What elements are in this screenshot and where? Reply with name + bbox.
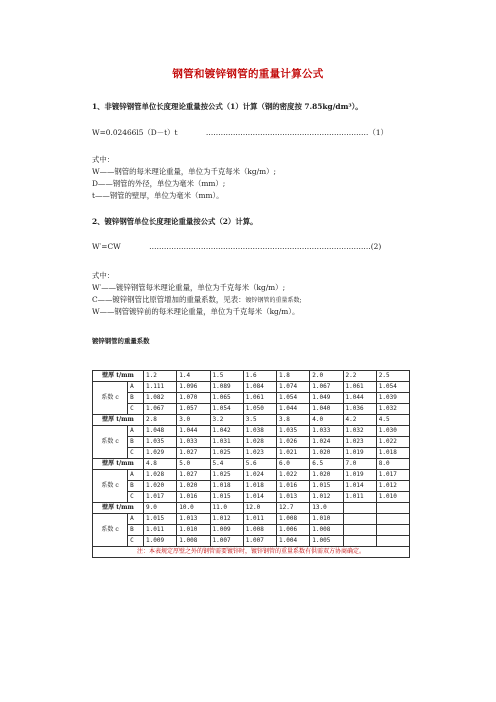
- coefficient-cell: [343, 536, 376, 547]
- formula-1-dots: …………………………………………………………（1）: [205, 128, 388, 137]
- coefficient-cell: 1.004: [277, 536, 310, 547]
- coefficient-cell: 1.021: [277, 448, 310, 459]
- grade-cell: C: [128, 492, 144, 503]
- section1-def-t: t——钢管的壁厚，单位为毫米（mm）。: [92, 191, 224, 200]
- section2-def-w-prime: W′——镀锌钢管每米理论重量，单位为千克每米（kg/m）;: [92, 283, 286, 292]
- coefficient-cell: 1.036: [343, 404, 376, 415]
- coefficient-cell: 1.030: [376, 426, 409, 437]
- coefficient-row: [93, 536, 410, 547]
- coefficient-cell: 1.015: [144, 514, 177, 525]
- coefficient-cell: [376, 525, 409, 536]
- section2-def-w: W——钢管镀锌前的每米理论重量，单位为千克每米（kg/m）。: [92, 307, 300, 316]
- coefficient-cell: 1.017: [144, 492, 177, 503]
- coefficient-cell: 1.014: [243, 492, 276, 503]
- coefficient-cell: 1.054: [376, 382, 409, 393]
- coefficient-cell: 1.044: [277, 404, 310, 415]
- coefficient-cell: 1.028: [243, 437, 276, 448]
- thickness-cell: 5.6: [243, 459, 276, 470]
- coefficient-cell: 1.011: [343, 492, 376, 503]
- thickness-cell: 7.0: [343, 459, 376, 470]
- coefficient-cell: 1.048: [144, 426, 177, 437]
- coefficient-row: [93, 492, 410, 503]
- coefficient-cell: 1.022: [277, 470, 310, 481]
- coefficient-cell: 1.019: [343, 470, 376, 481]
- coefficient-cell: 1.010: [376, 492, 409, 503]
- thickness-cell: 10.0: [177, 503, 210, 514]
- coefficient-cell: 1.019: [343, 448, 376, 459]
- thickness-cell: 4.2: [343, 415, 376, 426]
- thickness-cell: 3.8: [277, 415, 310, 426]
- coefficient-cell: 1.012: [310, 492, 343, 503]
- coefficient-label: 系数 c: [93, 426, 128, 459]
- thickness-cell: 1.6: [243, 371, 276, 382]
- coefficient-cell: 1.006: [277, 525, 310, 536]
- section1-heading: 1、非镀锌钢管单位长度理论重量按公式（1）计算（钢的密度按 7.85kg/dm³）。: [92, 102, 363, 111]
- coefficient-cell: 1.017: [376, 470, 409, 481]
- coefficient-cell: 1.061: [243, 393, 276, 404]
- coefficient-cell: 1.035: [277, 426, 310, 437]
- coefficient-row: [93, 470, 410, 481]
- coefficient-cell: 1.035: [144, 437, 177, 448]
- coefficient-cell: 1.025: [210, 448, 243, 459]
- coefficient-cell: 1.020: [144, 481, 177, 492]
- thickness-cell: 1.5: [210, 371, 243, 382]
- coefficient-cell: 1.010: [310, 514, 343, 525]
- thickness-row: [93, 459, 410, 470]
- coefficient-cell: 1.065: [210, 393, 243, 404]
- coefficient-cell: 1.089: [210, 382, 243, 393]
- grade-cell: A: [128, 426, 144, 437]
- coefficient-cell: 1.049: [310, 393, 343, 404]
- coefficient-cell: [343, 514, 376, 525]
- thickness-header: 壁厚 t/mm: [93, 371, 144, 382]
- section2-def-c-text: C——镀锌钢管比原管增加的重量系数，见表：: [92, 295, 246, 304]
- coefficient-cell: [376, 514, 409, 525]
- coefficient-cell: 1.044: [177, 426, 210, 437]
- grade-cell: B: [128, 393, 144, 404]
- coefficient-cell: 1.009: [144, 536, 177, 547]
- thickness-cell: 5.4: [210, 459, 243, 470]
- coefficient-cell: 1.009: [210, 525, 243, 536]
- thickness-cell: 3.0: [177, 415, 210, 426]
- coefficient-cell: 1.027: [177, 448, 210, 459]
- thickness-cell: 1.2: [144, 371, 177, 382]
- coefficient-cell: 1.032: [376, 404, 409, 415]
- coefficient-cell: 1.042: [210, 426, 243, 437]
- coefficient-label: 系数 c: [93, 382, 128, 415]
- formula-2-dots: ………………………………………………………………………………(2): [149, 242, 382, 251]
- coefficient-cell: 1.033: [310, 426, 343, 437]
- coefficient-cell: [343, 525, 376, 536]
- coefficient-cell: 1.012: [210, 514, 243, 525]
- thickness-cell: 2.0: [310, 371, 343, 382]
- coefficient-cell: 1.012: [376, 481, 409, 492]
- coefficient-label: 系数 c: [93, 470, 128, 503]
- section2-where: 式中：: [92, 271, 115, 280]
- coefficient-cell: 1.013: [277, 492, 310, 503]
- grade-cell: A: [128, 470, 144, 481]
- coefficient-cell: 1.033: [177, 437, 210, 448]
- thickness-cell: 1.8: [277, 371, 310, 382]
- thickness-cell: [376, 503, 409, 514]
- coefficient-cell: 1.074: [277, 382, 310, 393]
- thickness-cell: 6.0: [277, 459, 310, 470]
- thickness-cell: 8.0: [376, 459, 409, 470]
- section1-def-w: W——钢管的每米理论重量，单位为千克每米（kg/m）;: [92, 167, 276, 176]
- grade-cell: A: [128, 514, 144, 525]
- coefficient-cell: 1.018: [210, 481, 243, 492]
- thickness-cell: 2.5: [376, 371, 409, 382]
- table-caption: 镀锌钢管的重量系数: [92, 337, 150, 345]
- coefficient-cell: 1.007: [210, 536, 243, 547]
- grade-cell: C: [128, 536, 144, 547]
- coefficient-table: [92, 370, 410, 558]
- coefficient-cell: 1.023: [243, 448, 276, 459]
- coefficient-cell: 1.011: [243, 514, 276, 525]
- coefficient-cell: 1.015: [210, 492, 243, 503]
- coefficient-cell: 1.008: [177, 536, 210, 547]
- coefficient-label: 系数 c: [93, 514, 128, 547]
- coefficient-cell: 1.040: [310, 404, 343, 415]
- coefficient-cell: 1.008: [243, 525, 276, 536]
- coefficient-cell: 1.010: [177, 525, 210, 536]
- thickness-header: 壁厚 t/mm: [93, 459, 144, 470]
- coefficient-cell: 1.018: [243, 481, 276, 492]
- grade-cell: C: [128, 448, 144, 459]
- grade-cell: B: [128, 481, 144, 492]
- thickness-header: 壁厚 t/mm: [93, 503, 144, 514]
- coefficient-cell: 1.022: [376, 437, 409, 448]
- formula-1-text: W=0.02466l5（D－t）t: [92, 128, 178, 137]
- thickness-cell: 13.0: [310, 503, 343, 514]
- coefficient-cell: 1.070: [177, 393, 210, 404]
- coefficient-cell: 1.082: [144, 393, 177, 404]
- section1-where: 式中：: [92, 155, 115, 164]
- coefficient-cell: 1.011: [144, 525, 177, 536]
- coefficient-cell: 1.111: [144, 382, 177, 393]
- coefficient-cell: 1.044: [343, 393, 376, 404]
- formula-1: [92, 127, 388, 138]
- thickness-header: 壁厚 t/mm: [93, 415, 144, 426]
- coefficient-cell: 1.031: [210, 437, 243, 448]
- coefficient-cell: 1.020: [310, 448, 343, 459]
- coefficient-cell: 1.014: [343, 481, 376, 492]
- coefficient-cell: 1.008: [277, 514, 310, 525]
- coefficient-cell: 1.008: [310, 525, 343, 536]
- grade-cell: B: [128, 437, 144, 448]
- thickness-row: [93, 371, 410, 382]
- thickness-row: [93, 415, 410, 426]
- coefficient-cell: 1.057: [177, 404, 210, 415]
- coefficient-cell: 1.024: [310, 437, 343, 448]
- thickness-cell: 1.4: [177, 371, 210, 382]
- thickness-cell: 2.2: [343, 371, 376, 382]
- coefficient-cell: 1.084: [243, 382, 276, 393]
- coefficient-cell: 1.032: [343, 426, 376, 437]
- page-title: 钢管和镀锌钢管的重量计算公式: [172, 68, 324, 80]
- coefficient-cell: 1.026: [277, 437, 310, 448]
- thickness-cell: 4.8: [144, 459, 177, 470]
- coefficient-row: [93, 514, 410, 525]
- formula-2: [92, 242, 381, 251]
- section2-def-c: [92, 294, 302, 305]
- coefficient-row: [93, 525, 410, 536]
- coefficient-cell: 1.028: [144, 470, 177, 481]
- thickness-cell: 4.0: [310, 415, 343, 426]
- coefficient-cell: 1.038: [243, 426, 276, 437]
- formula-2-text: W′=CW: [92, 242, 121, 251]
- coefficient-cell: 1.096: [177, 382, 210, 393]
- thickness-cell: 3.2: [210, 415, 243, 426]
- coefficient-cell: 1.020: [177, 481, 210, 492]
- grade-cell: B: [128, 525, 144, 536]
- coefficient-cell: 1.054: [210, 404, 243, 415]
- coefficient-row: [93, 481, 410, 492]
- coefficient-cell: 1.029: [144, 448, 177, 459]
- table-note: 注：本表规定厚壁之外的钢管需要镀锌时，镀锌钢管的重量系数有供需双方协商确定。: [93, 547, 410, 558]
- thickness-cell: 6.5: [310, 459, 343, 470]
- coefficient-row: [93, 404, 410, 415]
- coefficient-row: [93, 393, 410, 404]
- grade-cell: A: [128, 382, 144, 393]
- section1-def-d: D——钢管的外径，单位为毫米（mm）;: [92, 179, 226, 188]
- coefficient-row: [93, 426, 410, 437]
- coefficient-cell: 1.016: [177, 492, 210, 503]
- section2-def-c-suffix: 镀锌钢管的重量系数;: [245, 297, 302, 304]
- thickness-cell: 12.7: [277, 503, 310, 514]
- grade-cell: C: [128, 404, 144, 415]
- thickness-cell: 11.0: [210, 503, 243, 514]
- thickness-row: [93, 503, 410, 514]
- coefficient-cell: 1.027: [177, 470, 210, 481]
- coefficient-cell: 1.007: [243, 536, 276, 547]
- thickness-cell: [343, 503, 376, 514]
- note-row: [93, 547, 410, 558]
- coefficient-cell: 1.016: [277, 481, 310, 492]
- section2-heading: 2、镀锌钢管单位长度理论重量按公式（2）计算。: [92, 217, 258, 226]
- coefficient-cell: 1.013: [177, 514, 210, 525]
- thickness-cell: 9.0: [144, 503, 177, 514]
- coefficient-cell: 1.015: [310, 481, 343, 492]
- coefficient-cell: [376, 536, 409, 547]
- thickness-cell: 12.0: [243, 503, 276, 514]
- thickness-cell: 2.8: [144, 415, 177, 426]
- coefficient-row: [93, 382, 410, 393]
- coefficient-cell: 1.020: [310, 470, 343, 481]
- coefficient-row: [93, 448, 410, 459]
- coefficient-cell: 1.039: [376, 393, 409, 404]
- thickness-cell: 5.0: [177, 459, 210, 470]
- coefficient-cell: 1.018: [376, 448, 409, 459]
- coefficient-cell: 1.025: [210, 470, 243, 481]
- coefficient-row: [93, 437, 410, 448]
- coefficient-cell: 1.005: [310, 536, 343, 547]
- coefficient-cell: 1.067: [144, 404, 177, 415]
- coefficient-cell: 1.061: [343, 382, 376, 393]
- thickness-cell: 3.5: [243, 415, 276, 426]
- thickness-cell: 4.5: [376, 415, 409, 426]
- coefficient-cell: 1.067: [310, 382, 343, 393]
- coefficient-cell: 1.023: [343, 437, 376, 448]
- coefficient-cell: 1.050: [243, 404, 276, 415]
- coefficient-cell: 1.054: [277, 393, 310, 404]
- coefficient-cell: 1.024: [243, 470, 276, 481]
